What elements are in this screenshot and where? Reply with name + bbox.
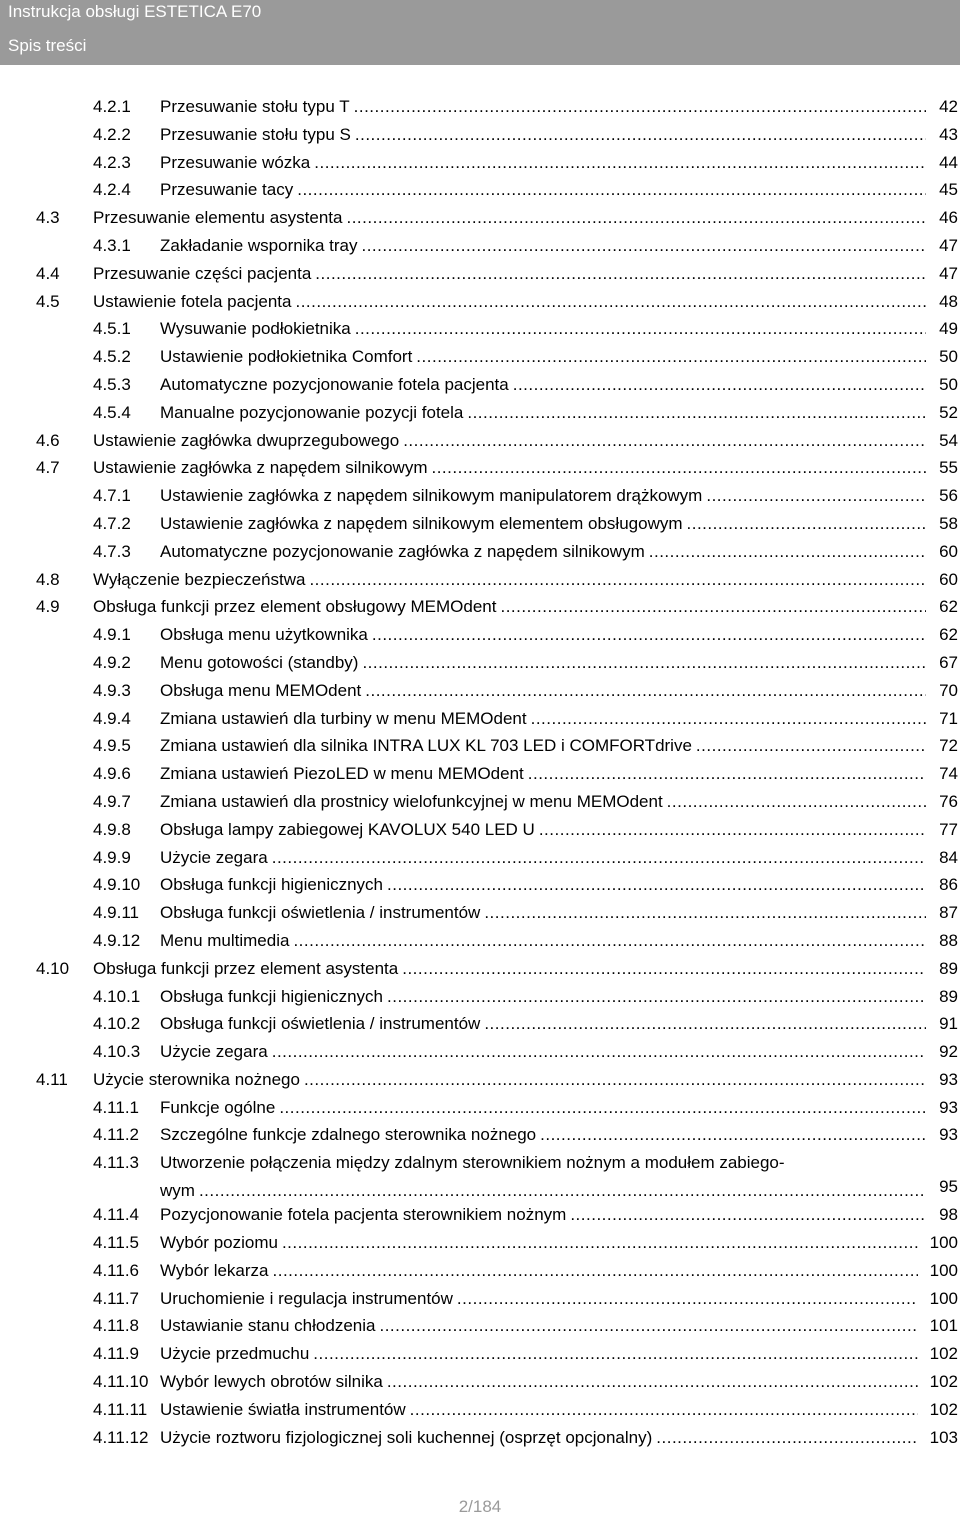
toc-entry-number: 4.5.3 bbox=[93, 374, 131, 394]
dot-leader bbox=[387, 983, 926, 1011]
dot-leader bbox=[457, 1285, 918, 1313]
toc-entry[interactable] bbox=[0, 510, 960, 538]
toc-entry-page: 55 bbox=[939, 458, 958, 478]
toc-entry-page: 86 bbox=[939, 875, 958, 895]
dot-leader bbox=[313, 1340, 918, 1368]
toc-entry-title: Przesuwanie stołu typu T bbox=[160, 97, 350, 116]
dot-leader bbox=[416, 343, 926, 371]
toc-entry-page: 43 bbox=[939, 124, 958, 144]
dot-leader bbox=[272, 1038, 926, 1066]
toc-entry[interactable] bbox=[0, 899, 960, 927]
toc-entry[interactable] bbox=[0, 593, 960, 621]
dot-leader bbox=[402, 955, 926, 983]
toc-entry[interactable] bbox=[0, 955, 960, 983]
dot-leader bbox=[272, 844, 926, 872]
toc-entry-number: 4.7.2 bbox=[93, 513, 131, 533]
toc-entry-number: 4.3 bbox=[36, 208, 60, 228]
toc-entry-page: 100 bbox=[929, 1288, 958, 1308]
toc-entry[interactable] bbox=[0, 1340, 960, 1368]
toc-entry[interactable] bbox=[0, 844, 960, 872]
dot-leader bbox=[531, 705, 926, 733]
toc-entry-page: 93 bbox=[939, 1125, 958, 1145]
toc-entry-page: 58 bbox=[939, 513, 958, 533]
toc-entry-page: 50 bbox=[939, 374, 958, 394]
dot-leader bbox=[649, 538, 926, 566]
toc-entry-title: Automatyczne pozycjonowanie zagłówka z napędem silnikowym bbox=[160, 541, 645, 561]
toc-entry-number: 4.10.2 bbox=[93, 1014, 141, 1034]
toc-entry-page: 44 bbox=[939, 152, 958, 172]
toc-entry-title: Wyłączenie bezpieczeństwa bbox=[93, 569, 306, 589]
toc-entry[interactable] bbox=[0, 427, 960, 455]
toc-entry-title: Wybór lekarza bbox=[160, 1260, 269, 1280]
toc-entry-title: Obsługa menu MEMOdent bbox=[160, 680, 362, 700]
toc-entry[interactable] bbox=[0, 93, 960, 121]
toc-entry[interactable] bbox=[0, 566, 960, 594]
dot-leader bbox=[570, 1201, 926, 1229]
toc-entry-number: 4.2.2 bbox=[93, 124, 131, 144]
toc-entry-number: 4.10 bbox=[36, 958, 70, 978]
dot-leader bbox=[387, 871, 926, 899]
toc-entry-page: 62 bbox=[939, 597, 958, 617]
toc-entry[interactable] bbox=[0, 1285, 960, 1313]
toc-entry-number: 4.5.4 bbox=[93, 402, 131, 422]
toc-entry-title: Przesuwanie tacy bbox=[160, 180, 294, 200]
dot-leader bbox=[297, 176, 926, 204]
toc-entry[interactable] bbox=[0, 176, 960, 204]
toc-entry[interactable] bbox=[0, 315, 960, 343]
toc-entry-title: Zmiana ustawień PiezoLED w menu MEMOdent bbox=[160, 764, 524, 784]
toc-entry-page: 84 bbox=[939, 847, 958, 867]
toc-entry[interactable] bbox=[0, 732, 960, 760]
toc-entry[interactable] bbox=[0, 1066, 960, 1094]
toc-entry-page: 42 bbox=[939, 97, 958, 116]
toc-entry-title: Ustawianie stanu chłodzenia bbox=[160, 1316, 376, 1336]
toc-entry-number: 4.9.5 bbox=[93, 736, 131, 756]
toc-entry-page: 54 bbox=[939, 430, 958, 450]
dot-leader bbox=[355, 121, 926, 149]
toc-entry-title: Przesuwanie wózka bbox=[160, 152, 311, 172]
toc-entry-title: Ustawienie zagłówka z napędem silnikowym bbox=[93, 458, 428, 478]
toc-entry-page: 48 bbox=[939, 291, 958, 311]
dot-leader bbox=[293, 927, 926, 955]
toc-entry-number: 4.11.3 bbox=[93, 1153, 140, 1173]
toc-entry-page: 77 bbox=[939, 819, 958, 839]
toc-entry-title: Automatyczne pozycjonowanie fotela pacjenta bbox=[160, 374, 509, 394]
dot-leader bbox=[403, 427, 926, 455]
toc-entry-number: 4.9 bbox=[36, 597, 60, 617]
section-title: Spis treści bbox=[8, 36, 87, 55]
toc-entry-number: 4.7 bbox=[36, 458, 60, 478]
toc-entry-page: 47 bbox=[939, 263, 958, 283]
toc-entry-number: 4.11.1 bbox=[93, 1097, 140, 1117]
toc-entry[interactable] bbox=[0, 399, 960, 427]
toc-entry-number: 4.11.11 bbox=[93, 1399, 148, 1419]
toc-entry-page: 89 bbox=[939, 986, 958, 1006]
toc-entry[interactable] bbox=[0, 1257, 960, 1285]
toc-entry-page: 102 bbox=[929, 1344, 958, 1364]
toc-entry[interactable] bbox=[0, 760, 960, 788]
dot-leader bbox=[513, 371, 926, 399]
toc-entry-page: 50 bbox=[939, 347, 958, 367]
toc-entry-page: 100 bbox=[929, 1233, 958, 1253]
dot-leader bbox=[379, 1312, 918, 1340]
toc-entry-title: Obsługa funkcji oświetlenia / instrumentów bbox=[160, 1014, 481, 1034]
toc-entry-title: Funkcje ogólne bbox=[160, 1097, 276, 1117]
toc-entry-title: Użycie zegara bbox=[160, 1042, 268, 1062]
toc-entry[interactable] bbox=[0, 1149, 960, 1201]
toc-entry-page: 46 bbox=[939, 208, 958, 228]
toc-entry[interactable] bbox=[0, 677, 960, 705]
dot-leader bbox=[365, 677, 926, 705]
dot-leader bbox=[540, 1121, 926, 1149]
dot-leader bbox=[410, 1396, 918, 1424]
toc-entry-number: 4.5.2 bbox=[93, 347, 131, 367]
toc-entry-page: 89 bbox=[939, 958, 958, 978]
toc-entry-page: 102 bbox=[929, 1399, 958, 1419]
toc-entry[interactable] bbox=[0, 816, 960, 844]
toc-entry-title: Ustawienie zagłówka z napędem silnikowym manipulatorem drążkowym bbox=[160, 486, 703, 506]
toc-entry[interactable] bbox=[0, 260, 960, 288]
toc-entry-title: Wysuwanie podłokietnika bbox=[160, 319, 351, 339]
dot-leader bbox=[387, 1368, 918, 1396]
toc-entry-number: 4.11.9 bbox=[93, 1344, 140, 1364]
dot-leader bbox=[500, 593, 926, 621]
page-indicator: 2/184 bbox=[458, 1497, 502, 1516]
toc-entry[interactable] bbox=[0, 1424, 960, 1452]
toc-entry-title: Przesuwanie części pacjenta bbox=[93, 263, 312, 283]
toc-entry-title-continuation: wym bbox=[160, 1181, 195, 1201]
toc-entry-number: 4.11.10 bbox=[93, 1372, 149, 1392]
toc-entry-number: 4.11.12 bbox=[93, 1427, 149, 1447]
toc-entry-title: Utworzenie połączenia między zdalnym sterownikiem nożnym a modułem zabiego- bbox=[160, 1153, 785, 1173]
toc-entry-number: 4.11.7 bbox=[93, 1288, 140, 1308]
toc-entry-title: Obsługa funkcji przez element asystenta bbox=[93, 958, 399, 978]
toc-entry-number: 4.9.8 bbox=[93, 819, 131, 839]
toc-entry[interactable] bbox=[0, 1396, 960, 1424]
toc-entry[interactable] bbox=[0, 621, 960, 649]
toc-entry[interactable] bbox=[0, 482, 960, 510]
toc-entry-title: Pozycjonowanie fotela pacjenta sterownikiem nożnym bbox=[160, 1205, 567, 1225]
toc-entry[interactable] bbox=[0, 288, 960, 316]
toc-entry-title: Użycie przedmuchu bbox=[160, 1344, 310, 1364]
toc-entry-number: 4.2.4 bbox=[93, 180, 131, 200]
toc-entry-number: 4.5.1 bbox=[93, 319, 131, 339]
dot-leader bbox=[687, 510, 926, 538]
toc-entry[interactable] bbox=[0, 871, 960, 899]
document-title: Instrukcja obsługi ESTETICA E70 bbox=[8, 2, 262, 21]
toc-entry-title: Szczególne funkcje zdalnego sterownika nożnego bbox=[160, 1125, 537, 1145]
toc-entry-title: Menu gotowości (standby) bbox=[160, 652, 359, 672]
toc-entry[interactable] bbox=[0, 343, 960, 371]
toc-entry-number: 4.9.11 bbox=[93, 903, 140, 923]
toc-entry-number: 4.11.2 bbox=[93, 1125, 140, 1145]
toc-entry-number: 4.5 bbox=[36, 291, 60, 311]
toc-entry-page: 60 bbox=[939, 569, 958, 589]
toc-entry[interactable] bbox=[0, 788, 960, 816]
toc-entry-title: Zmiana ustawień dla silnika INTRA LUX KL 703 LED i COMFORTdrive bbox=[160, 736, 692, 756]
toc-entry-title: Ustawienie światła instrumentów bbox=[160, 1399, 406, 1419]
toc-entry-number: 4.11.8 bbox=[93, 1316, 140, 1336]
toc-entry[interactable] bbox=[0, 1094, 960, 1122]
toc-entry[interactable] bbox=[0, 927, 960, 955]
toc-entry-page: 92 bbox=[939, 1042, 958, 1062]
dot-leader bbox=[315, 260, 926, 288]
dot-leader bbox=[361, 232, 926, 260]
toc-entry-page: 60 bbox=[939, 541, 958, 561]
toc-entry[interactable] bbox=[0, 1010, 960, 1038]
dot-leader bbox=[467, 399, 926, 427]
toc-entry-title: Zmiana ustawień dla prostnicy wielofunkcyjnej w menu MEMOdent bbox=[160, 791, 663, 811]
toc-entry-title: Użycie roztworu fizjologicznej soli kuchennej (osprzęt opcjonalny) bbox=[160, 1427, 653, 1447]
toc-entry[interactable] bbox=[0, 204, 960, 232]
toc-entry-page: 49 bbox=[939, 319, 958, 339]
toc-entry-number: 4.4 bbox=[36, 263, 60, 283]
dot-leader bbox=[295, 288, 926, 316]
toc-entry-page: 76 bbox=[939, 791, 958, 811]
toc-entry-title: Uruchomienie i regulacja instrumentów bbox=[160, 1288, 453, 1308]
toc-entry-page: 93 bbox=[939, 1069, 958, 1089]
toc-entry-number: 4.9.1 bbox=[93, 625, 131, 645]
toc-entry-title: Użycie zegara bbox=[160, 847, 268, 867]
toc-entry-title: Ustawienie zagłówka z napędem silnikowym elementem obsługowym bbox=[160, 513, 683, 533]
toc-entry-title: Przesuwanie elementu asystenta bbox=[93, 208, 343, 228]
toc-entry[interactable] bbox=[0, 983, 960, 1011]
toc-entry-number: 4.9.10 bbox=[93, 875, 141, 895]
toc-entry-page: 56 bbox=[939, 486, 958, 506]
toc-entry-page: 72 bbox=[939, 736, 958, 756]
toc-entry-number: 4.9.12 bbox=[93, 930, 141, 950]
toc-entry-title: Ustawienie zagłówka dwuprzegubowego bbox=[93, 430, 400, 450]
toc-entry[interactable] bbox=[0, 1121, 960, 1149]
toc-entry-page: 102 bbox=[929, 1372, 958, 1392]
toc-entry-page: 45 bbox=[939, 180, 958, 200]
toc-entry-page: 93 bbox=[939, 1097, 958, 1117]
toc-entry[interactable] bbox=[0, 1201, 960, 1229]
toc-entry-page: 67 bbox=[939, 652, 958, 672]
toc-entry-title: Obsługa funkcji higienicznych bbox=[160, 875, 384, 895]
dot-leader bbox=[484, 899, 926, 927]
dot-leader bbox=[304, 1066, 926, 1094]
toc-entry-number: 4.10.3 bbox=[93, 1042, 141, 1062]
dot-leader bbox=[667, 788, 926, 816]
toc-entry-page: 88 bbox=[939, 930, 958, 950]
dot-leader bbox=[539, 816, 926, 844]
document-header bbox=[0, 0, 960, 65]
toc-entry[interactable] bbox=[0, 649, 960, 677]
dot-leader bbox=[309, 566, 926, 594]
toc-entry-title: Przesuwanie stołu typu S bbox=[160, 124, 351, 144]
toc-entry-page: 100 bbox=[929, 1260, 958, 1280]
dot-leader bbox=[282, 1229, 918, 1257]
toc-entry-title: Obsługa funkcji higienicznych bbox=[160, 986, 384, 1006]
toc-entry-number: 4.7.3 bbox=[93, 541, 131, 561]
toc-entry-number: 4.2.1 bbox=[93, 97, 131, 116]
toc-entry-number: 4.9.6 bbox=[93, 764, 131, 784]
toc-entry-page: 47 bbox=[939, 235, 958, 255]
toc-entry-title: Użycie sterownika nożnego bbox=[93, 1069, 300, 1089]
toc-entry-title: Ustawienie podłokietnika Comfort bbox=[160, 347, 413, 367]
dot-leader bbox=[656, 1424, 918, 1452]
toc-entry-title: Obsługa funkcji oświetlenia / instrumentów bbox=[160, 903, 481, 923]
toc-entry-title: Wybór lewych obrotów silnika bbox=[160, 1372, 383, 1392]
toc-entry-number: 4.11.6 bbox=[93, 1260, 140, 1280]
toc-entry-title: Obsługa menu użytkownika bbox=[160, 625, 368, 645]
dot-leader bbox=[314, 149, 926, 177]
toc-entry-page: 91 bbox=[939, 1014, 958, 1034]
toc-entry-page: 103 bbox=[929, 1427, 958, 1447]
toc-entry-page: 70 bbox=[939, 680, 958, 700]
dot-leader bbox=[279, 1094, 926, 1122]
toc-entry-number: 4.7.1 bbox=[93, 486, 131, 506]
dot-leader bbox=[346, 204, 926, 232]
toc-entry-page: 74 bbox=[939, 764, 958, 784]
toc-entry-number: 4.10.1 bbox=[93, 986, 141, 1006]
toc-entry-number: 4.9.7 bbox=[93, 791, 131, 811]
toc-entry-page: 98 bbox=[939, 1205, 958, 1225]
toc-entry-title: Menu multimedia bbox=[160, 930, 290, 950]
toc-entry-number: 4.9.2 bbox=[93, 652, 131, 672]
toc-entry-number: 4.2.3 bbox=[93, 152, 131, 172]
dot-leader bbox=[706, 482, 926, 510]
toc-entry[interactable] bbox=[0, 1229, 960, 1257]
toc-entry[interactable] bbox=[0, 1312, 960, 1340]
dot-leader bbox=[355, 315, 926, 343]
dot-leader bbox=[354, 93, 926, 121]
toc-entry-number: 4.11 bbox=[36, 1069, 68, 1089]
dot-leader bbox=[372, 621, 926, 649]
toc-entry[interactable] bbox=[0, 232, 960, 260]
toc-entry[interactable] bbox=[0, 454, 960, 482]
toc-entry-page: 71 bbox=[939, 708, 958, 728]
dot-leader bbox=[528, 760, 926, 788]
table-of-contents bbox=[0, 93, 960, 1451]
toc-entry[interactable] bbox=[0, 371, 960, 399]
toc-entry[interactable] bbox=[0, 705, 960, 733]
toc-entry-number: 4.3.1 bbox=[93, 235, 131, 255]
toc-entry-number: 4.11.5 bbox=[93, 1233, 140, 1253]
toc-entry-page: 87 bbox=[939, 903, 958, 923]
dot-leader bbox=[431, 454, 926, 482]
toc-entry[interactable] bbox=[0, 1038, 960, 1066]
toc-entry-title: Obsługa lampy zabiegowej KAVOLUX 540 LED U bbox=[160, 819, 535, 839]
toc-entry-title: Obsługa funkcji przez element obsługowy MEMOdent bbox=[93, 597, 497, 617]
toc-entry-title: Ustawienie fotela pacjenta bbox=[93, 291, 292, 311]
toc-entry-number: 4.6 bbox=[36, 430, 60, 450]
dot-leader bbox=[484, 1010, 926, 1038]
toc-entry-number: 4.9.3 bbox=[93, 680, 131, 700]
toc-entry-number: 4.9.9 bbox=[93, 847, 131, 867]
toc-entry-page: 101 bbox=[929, 1316, 958, 1336]
toc-entry-title: Wybór poziomu bbox=[160, 1233, 278, 1253]
dot-leader bbox=[696, 732, 926, 760]
toc-entry-page: 52 bbox=[939, 402, 958, 422]
toc-entry-title: Zmiana ustawień dla turbiny w menu MEMOdent bbox=[160, 708, 527, 728]
toc-entry-title: Manualne pozycjonowanie pozycji fotela bbox=[160, 402, 464, 422]
toc-entry[interactable] bbox=[0, 149, 960, 177]
toc-entry[interactable] bbox=[0, 538, 960, 566]
toc-entry-page: 95 bbox=[939, 1177, 958, 1197]
dot-leader bbox=[273, 1257, 919, 1285]
toc-entry-number: 4.11.4 bbox=[93, 1205, 140, 1225]
toc-entry-page: 62 bbox=[939, 625, 958, 645]
toc-entry-title: Zakładanie wspornika tray bbox=[160, 235, 358, 255]
toc-entry-number: 4.8 bbox=[36, 569, 60, 589]
toc-entry[interactable] bbox=[0, 1368, 960, 1396]
toc-entry-number: 4.9.4 bbox=[93, 708, 131, 728]
toc-entry[interactable] bbox=[0, 121, 960, 149]
dot-leader bbox=[362, 649, 926, 677]
